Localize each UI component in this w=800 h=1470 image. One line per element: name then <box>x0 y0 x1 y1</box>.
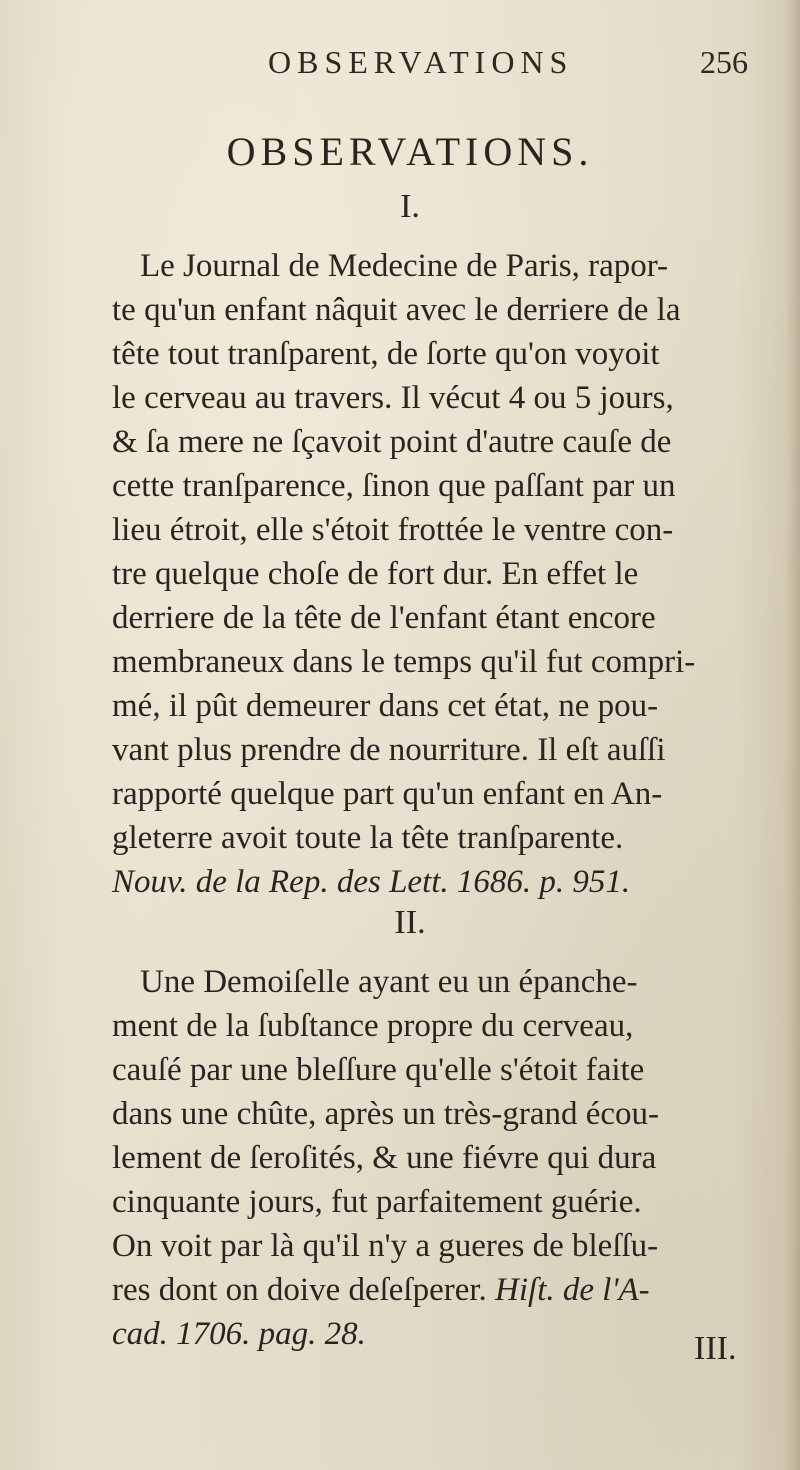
text-line: membraneux dans le temps qu'il fut compri- <box>112 644 696 680</box>
section-number-3: III. <box>694 1330 737 1367</box>
text-line: rapporté quelque part qu'un enfant en An- <box>112 776 663 812</box>
section-number-2: II. <box>394 904 426 941</box>
text-line: mé, il pût demeurer dans cet état, ne pou- <box>112 688 659 724</box>
text-line: & ſa mere ne ſçavoit point d'autre cauſe de <box>112 424 672 460</box>
text-line-with-citation <box>112 1268 792 1312</box>
text-line: gleterre avoit toute la tête tranſparente. <box>112 820 624 856</box>
text-line: le cerveau au travers. Il vécut 4 ou 5 jours, <box>112 380 674 416</box>
text-line: cette tranſparence, ſinon que paſſant par un <box>112 468 676 504</box>
section-number-1: I. <box>400 188 420 225</box>
page-title: OBSERVATIONS. <box>226 129 594 174</box>
text-line: Le Journal de Medecine de Paris, rapor- <box>140 248 669 284</box>
citation: Nouv. de la Rep. des Lett. 1686. p. 951. <box>112 864 631 900</box>
paragraph-2 <box>112 960 792 1356</box>
text-line: lement de ſeroſités, & une fiévre qui dura <box>112 1140 657 1176</box>
text-line: On voit par là qu'il n'y a gueres de bleſſu- <box>112 1228 659 1264</box>
text-line: vant plus prendre de nourriture. Il eſt auſſi <box>112 732 666 768</box>
text-line: lieu étroit, elle s'étoit frottée le ventre con- <box>112 512 674 548</box>
text-line: derriere de la tête de l'enfant étant encore <box>112 600 656 636</box>
citation-end: cad. 1706. pag. 28. <box>112 1316 366 1352</box>
text-line: te qu'un enfant nâquit avec le derriere de la <box>112 292 681 328</box>
text-line: cinquante jours, fut parfaitement guérie. <box>112 1184 642 1220</box>
paragraph-1 <box>112 244 792 904</box>
text-line: dans une chûte, après un très-grand écou- <box>112 1096 660 1132</box>
text-line: cauſé par une bleſſure qu'elle s'étoit faite <box>112 1052 645 1088</box>
text-line: ment de la ſubſtance propre du cerveau, <box>112 1008 634 1044</box>
text-line: tête tout tranſparent, de ſorte qu'on voyoit <box>112 336 660 372</box>
running-title: OBSERVATIONS <box>268 44 574 80</box>
text-fragment: res dont on doive deſeſperer. <box>112 1272 487 1308</box>
text-line: Une Demoiſelle ayant eu un épanche- <box>140 964 638 1000</box>
page-number: 256 <box>700 44 748 80</box>
text-line: tre quelque choſe de fort dur. En effet le <box>112 556 639 592</box>
citation-start: Hiſt. de l'A- <box>495 1272 650 1308</box>
page-edge-shadow <box>786 0 800 1470</box>
running-head <box>0 44 800 88</box>
